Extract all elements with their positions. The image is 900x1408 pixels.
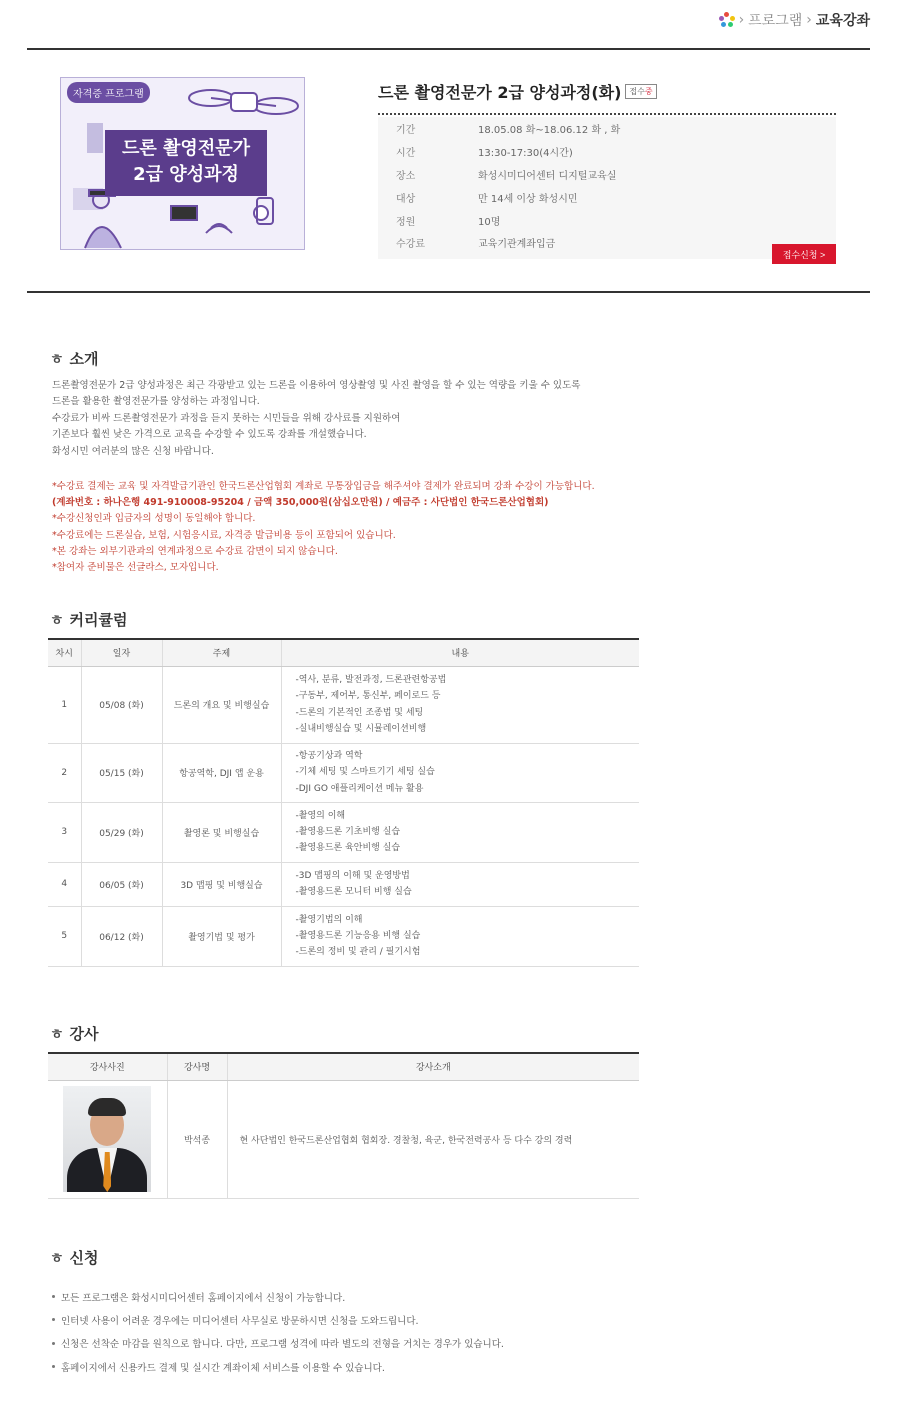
middle-divider (27, 291, 870, 293)
table-row: 3 05/29 (화) 촬영론 및 비행실습 -촬영의 이해 -촬영용드론 기초비행 실습 -촬영용드론 육안비행 실습 (48, 802, 639, 862)
section-title-curriculum: ㅎ 커리큘럼 (50, 611, 128, 629)
table-row: 2 05/15 (화) 항공역학, DJI 앱 운용 -항공기상과 역학 -기체 세팅 및 스마트기기 세팅 실습 -DJI GO 애플리케이션 메뉴 활용 (48, 743, 639, 802)
instructor-table (48, 1052, 639, 1199)
section-marker-icon: ㅎ (50, 1026, 64, 1043)
instructor-name: 박석종 (167, 1080, 227, 1198)
info-row-capacity: 정원 10명 (396, 216, 501, 228)
breadcrumb-program-link[interactable]: 프로그램 (748, 13, 803, 29)
course-title (378, 80, 657, 103)
info-row-place: 장소 화성시미디어센터 디지털교육실 (396, 170, 617, 182)
list-item: 신청은 선착순 마감을 원칙으로 합니다. 다만, 프로그램 성격에 따라 별도의 전형을 거치는 경우가 있습니다. (52, 1332, 504, 1355)
section-marker-icon: ㅎ (50, 612, 64, 629)
banner-title-line1: 드론 촬영전문가 (122, 138, 250, 159)
table-row: 4 06/05 (화) 3D 맵핑 및 비행실습 -3D 맵핑의 이해 및 운영방법 -촬영용드론 모니터 비행 실습 (48, 862, 639, 906)
section-marker-icon: ㅎ (50, 351, 64, 368)
section-title-instructor: ㅎ 강사 (50, 1025, 99, 1043)
bullet-icon (52, 1295, 55, 1298)
section-title-apply: ㅎ 신청 (50, 1249, 99, 1267)
apply-info-list (52, 1285, 504, 1378)
top-divider (27, 48, 870, 50)
banner-tag: 자격증 프로그램 (67, 82, 150, 103)
breadcrumb (719, 10, 870, 30)
intro-notes: *수강료 결제는 교육 및 자격발급기관인 한국드론산업협회 계좌로 무통장입금을 해주셔야 결제가 완료되며 강좌 수강이 가능합니다. (계좌번호 : 하나은행 491-910008-95204 / 금액 350,000원(삼십오만원) / 예금주 : 사단법인 한국드론산업협회) *수강신청인과 입금자의 성명이 동일해야 합니다. *수강료에는 드론실습, 보험, 시험응시료, 자격증 발급비용 등이 포함되어 있습니다. *본 강좌는 외부기관과의 연계과정으로 수강료 감면이 되지 않습니다. *참여자 준비물은 선글라스, 모자입니다. (52, 481, 595, 574)
bullet-icon (52, 1365, 55, 1368)
curriculum-table (48, 638, 639, 967)
info-row-target: 대상 만 14세 이상 화성시민 (396, 193, 578, 205)
table-header: 차시 일자 주제 내용 (48, 639, 639, 666)
breadcrumb-current: 교육강좌 (815, 13, 870, 29)
course-banner-image (60, 77, 305, 250)
instructor-bio: 현 사단법인 한국드론산업협회 협회장. 경찰청, 육군, 한국전력공사 등 다수 강의 경력 (227, 1080, 639, 1198)
list-item: 인터넷 사용이 어려운 경우에는 미디어센터 사무실로 방문하시면 신청을 도와드립니다. (52, 1308, 504, 1331)
table-row (48, 1080, 639, 1198)
info-row-fee: 수강료 교육기관계좌입금 (396, 238, 556, 250)
chevron-right-icon: › (738, 12, 745, 28)
bullet-icon (52, 1342, 55, 1345)
home-icon[interactable] (719, 12, 735, 28)
table-row: 5 06/12 (화) 촬영기법 및 평가 -촬영기법의 이해 -촬영용드론 기능응용 비행 실습 -드론의 정비 및 관리 / 필기시험 (48, 906, 639, 966)
banner-title-line2: 2급 양성과정 (133, 164, 239, 185)
status-badge: 접수중 (625, 84, 656, 99)
table-header: 강사사진 강사명 강사소개 (48, 1053, 639, 1080)
section-title-intro: ㅎ 소개 (50, 350, 99, 368)
list-item: 홈페이지에서 신용카드 결제 및 실시간 계좌이체 서비스를 이용할 수 있습니다. (52, 1355, 504, 1378)
banner-title (105, 130, 267, 196)
intro-text: 드론촬영전문가 2급 양성과정은 최근 각광받고 있는 드론을 이용하여 영상촬영 및 사진 촬영을 할 수 있는 역량을 키울 수 있도록 드론을 활용한 촬영전문가를 양성하는 과정입니다. 수강료가 비싸 드론촬영전문가 과정을 듣지 못하는 시민들을 위해 강사료를 지원하여 기존보다 훨씬 낮은 가격으로 교육을 수강할 수 있도록 강좌를 개설했습니다. 화성시민 여러분의 많은 신청 바랍니다. (52, 380, 581, 457)
course-title-text: 드론 촬영전문가 2급 양성과정(화) (378, 83, 622, 102)
apply-button[interactable]: 접수신청 > (772, 244, 836, 264)
info-divider (378, 113, 836, 115)
chevron-right-icon: › (806, 12, 812, 28)
course-info-table (378, 117, 836, 259)
list-item: 모든 프로그램은 화성시미디어센터 홈페이지에서 신청이 가능합니다. (52, 1285, 504, 1308)
instructor-photo (63, 1086, 151, 1192)
table-row: 1 05/08 (화) 드론의 개요 및 비행실습 -역사, 분류, 발전과정, 드론관련항공법 -구동부, 제어부, 통신부, 페이로드 등 -드론의 기본적인 조종법 및 세팅 -실내비행실습 및 시뮬레이션비행 (48, 666, 639, 743)
info-row-period: 기간 18.05.08 화~18.06.12 화 , 화 (396, 124, 621, 136)
info-row-time: 시간 13:30-17:30(4시간) (396, 147, 573, 159)
bullet-icon (52, 1318, 55, 1321)
section-marker-icon: ㅎ (50, 1250, 64, 1267)
